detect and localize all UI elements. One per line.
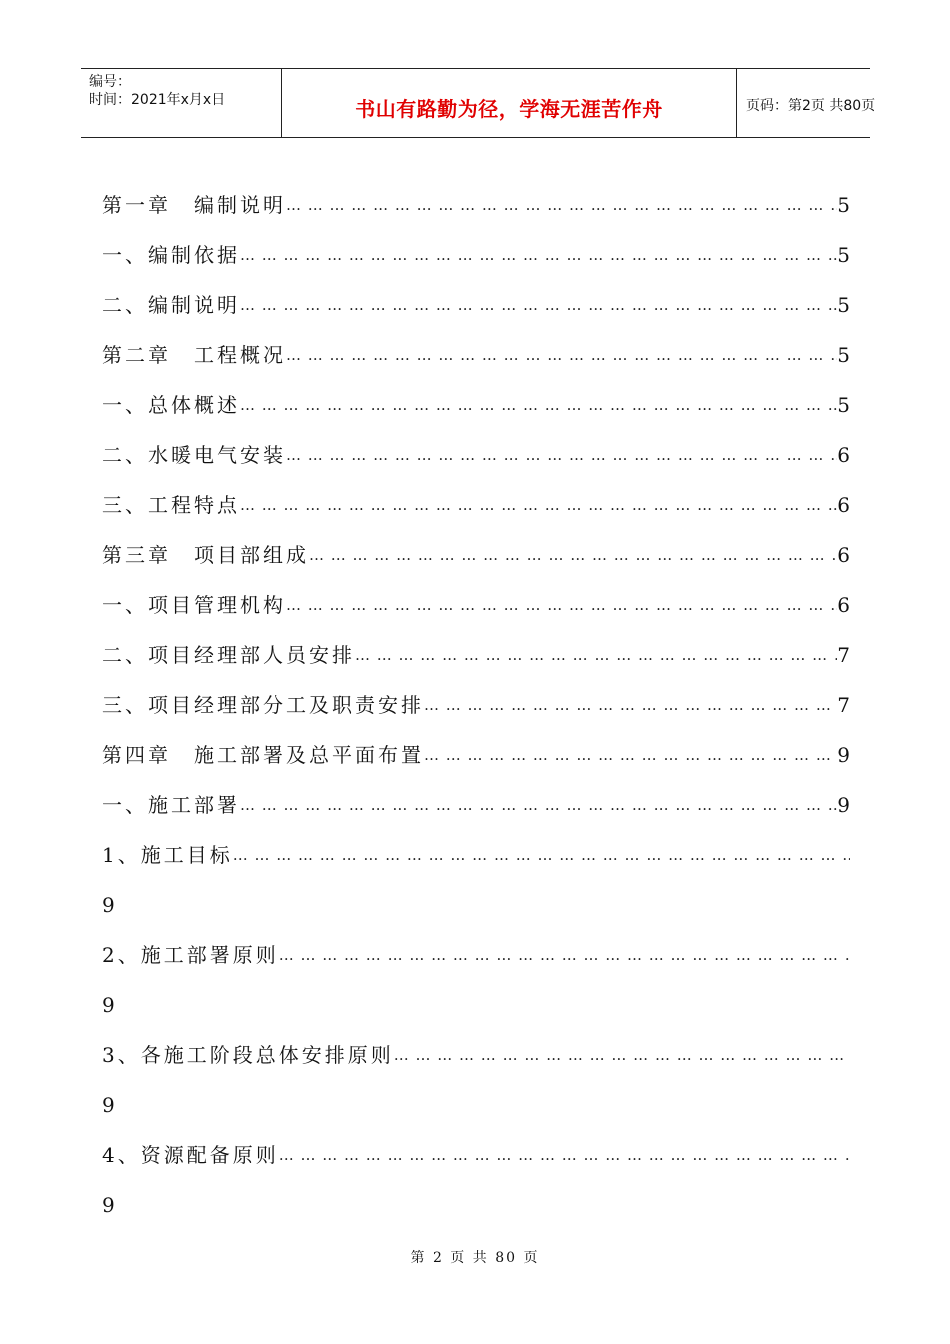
toc-entry-title: 第二章 工程概况 xyxy=(102,343,286,367)
toc-entry[interactable] xyxy=(102,370,850,420)
toc-entry-page: 9 xyxy=(837,743,850,767)
toc-entry[interactable] xyxy=(102,420,850,470)
toc-entry[interactable] xyxy=(102,170,850,220)
page-header xyxy=(81,68,876,138)
toc-entry[interactable] xyxy=(102,470,850,520)
toc-leader xyxy=(355,640,837,670)
header-motto-cell xyxy=(281,69,737,137)
toc-entry-page: 9 xyxy=(102,1093,115,1117)
toc-entry-title: 第四章 施工部署及总平面布置 xyxy=(102,743,424,767)
toc-entry-page-line xyxy=(102,1070,850,1120)
header-meta-cell xyxy=(81,69,281,137)
serial-label: 编号： xyxy=(89,74,131,90)
toc-leader xyxy=(240,290,837,320)
toc-leader xyxy=(394,1040,850,1070)
toc-leader xyxy=(240,240,837,270)
toc-entry[interactable] xyxy=(102,270,850,320)
toc-entry-page: 7 xyxy=(837,643,850,667)
toc-entry[interactable] xyxy=(102,220,850,270)
toc-entry[interactable] xyxy=(102,820,850,870)
toc-leader xyxy=(286,440,837,470)
toc-leader xyxy=(240,490,837,520)
toc-entry-title: 一、施工部署 xyxy=(102,793,240,817)
toc-entry[interactable] xyxy=(102,320,850,370)
toc-entry[interactable] xyxy=(102,1120,850,1170)
toc-entry-page-line xyxy=(102,870,850,920)
toc-entry-page: 5 xyxy=(837,243,850,267)
toc-leader xyxy=(233,840,850,870)
toc-entry-title: 二、项目经理部人员安排 xyxy=(102,643,355,667)
toc-leader xyxy=(286,340,837,370)
time-label: 时间：2021年x月x日 xyxy=(89,92,226,108)
toc-entry-page: 9 xyxy=(102,1193,115,1217)
toc-entry-page: 6 xyxy=(837,593,850,617)
toc-entry-title: 1、施工目标 xyxy=(102,843,233,867)
toc-entry[interactable] xyxy=(102,920,850,970)
toc-entry-title: 三、工程特点 xyxy=(102,493,240,517)
toc-entry-page: 5 xyxy=(837,193,850,217)
toc-entry-page: 6 xyxy=(837,543,850,567)
toc-entry[interactable] xyxy=(102,520,850,570)
toc-entry-page-line xyxy=(102,970,850,1020)
toc-entry-page: 9 xyxy=(102,893,115,917)
toc-entry[interactable] xyxy=(102,720,850,770)
toc-entry-title: 一、总体概述 xyxy=(102,393,240,417)
toc-entry[interactable] xyxy=(102,770,850,820)
toc-entry-page: 9 xyxy=(837,793,850,817)
toc-entry-page: 9 xyxy=(102,993,115,1017)
toc-entry-page-line xyxy=(102,1170,850,1220)
toc-entry[interactable] xyxy=(102,620,850,670)
toc-entry-title: 3、各施工阶段总体安排原则 xyxy=(102,1043,394,1067)
toc-leader xyxy=(240,390,837,420)
toc-entry-title: 4、资源配备原则 xyxy=(102,1143,279,1167)
toc-entry[interactable] xyxy=(102,1020,850,1070)
motto-text: 书山有路勤为径，学海无涯苦作舟 xyxy=(355,97,663,121)
toc-entry-title: 二、编制说明 xyxy=(102,293,240,317)
page-info: 页码：第2页 共80页 xyxy=(746,98,876,114)
toc-entry-page: 6 xyxy=(837,443,850,467)
toc-entry-page: 5 xyxy=(837,343,850,367)
toc-entry-title: 一、项目管理机构 xyxy=(102,593,286,617)
toc-leader xyxy=(424,690,837,720)
toc-leader xyxy=(286,590,837,620)
toc-entry-title: 三、项目经理部分工及职责安排 xyxy=(102,693,424,717)
toc-leader xyxy=(286,190,837,220)
toc-entry-page: 5 xyxy=(837,293,850,317)
toc-leader xyxy=(279,1140,850,1170)
toc-entry-page: 6 xyxy=(837,493,850,517)
toc-leader xyxy=(309,540,837,570)
toc-entry-title: 二、水暖电气安装 xyxy=(102,443,286,467)
toc-entry-title: 第三章 项目部组成 xyxy=(102,543,309,567)
page-footer: 第 2 页 共 80 页 xyxy=(410,1250,540,1266)
toc-entry-title: 2、施工部署原则 xyxy=(102,943,279,967)
toc-leader xyxy=(424,740,837,770)
table-of-contents xyxy=(102,170,850,1220)
toc-entry-title: 一、编制依据 xyxy=(102,243,240,267)
toc-entry[interactable] xyxy=(102,670,850,720)
header-page-cell xyxy=(736,69,876,137)
toc-leader xyxy=(240,790,837,820)
toc-entry[interactable] xyxy=(102,570,850,620)
toc-entry-page: 7 xyxy=(837,693,850,717)
toc-leader xyxy=(279,940,850,970)
toc-entry-title: 第一章 编制说明 xyxy=(102,193,286,217)
toc-entry-page: 5 xyxy=(837,393,850,417)
